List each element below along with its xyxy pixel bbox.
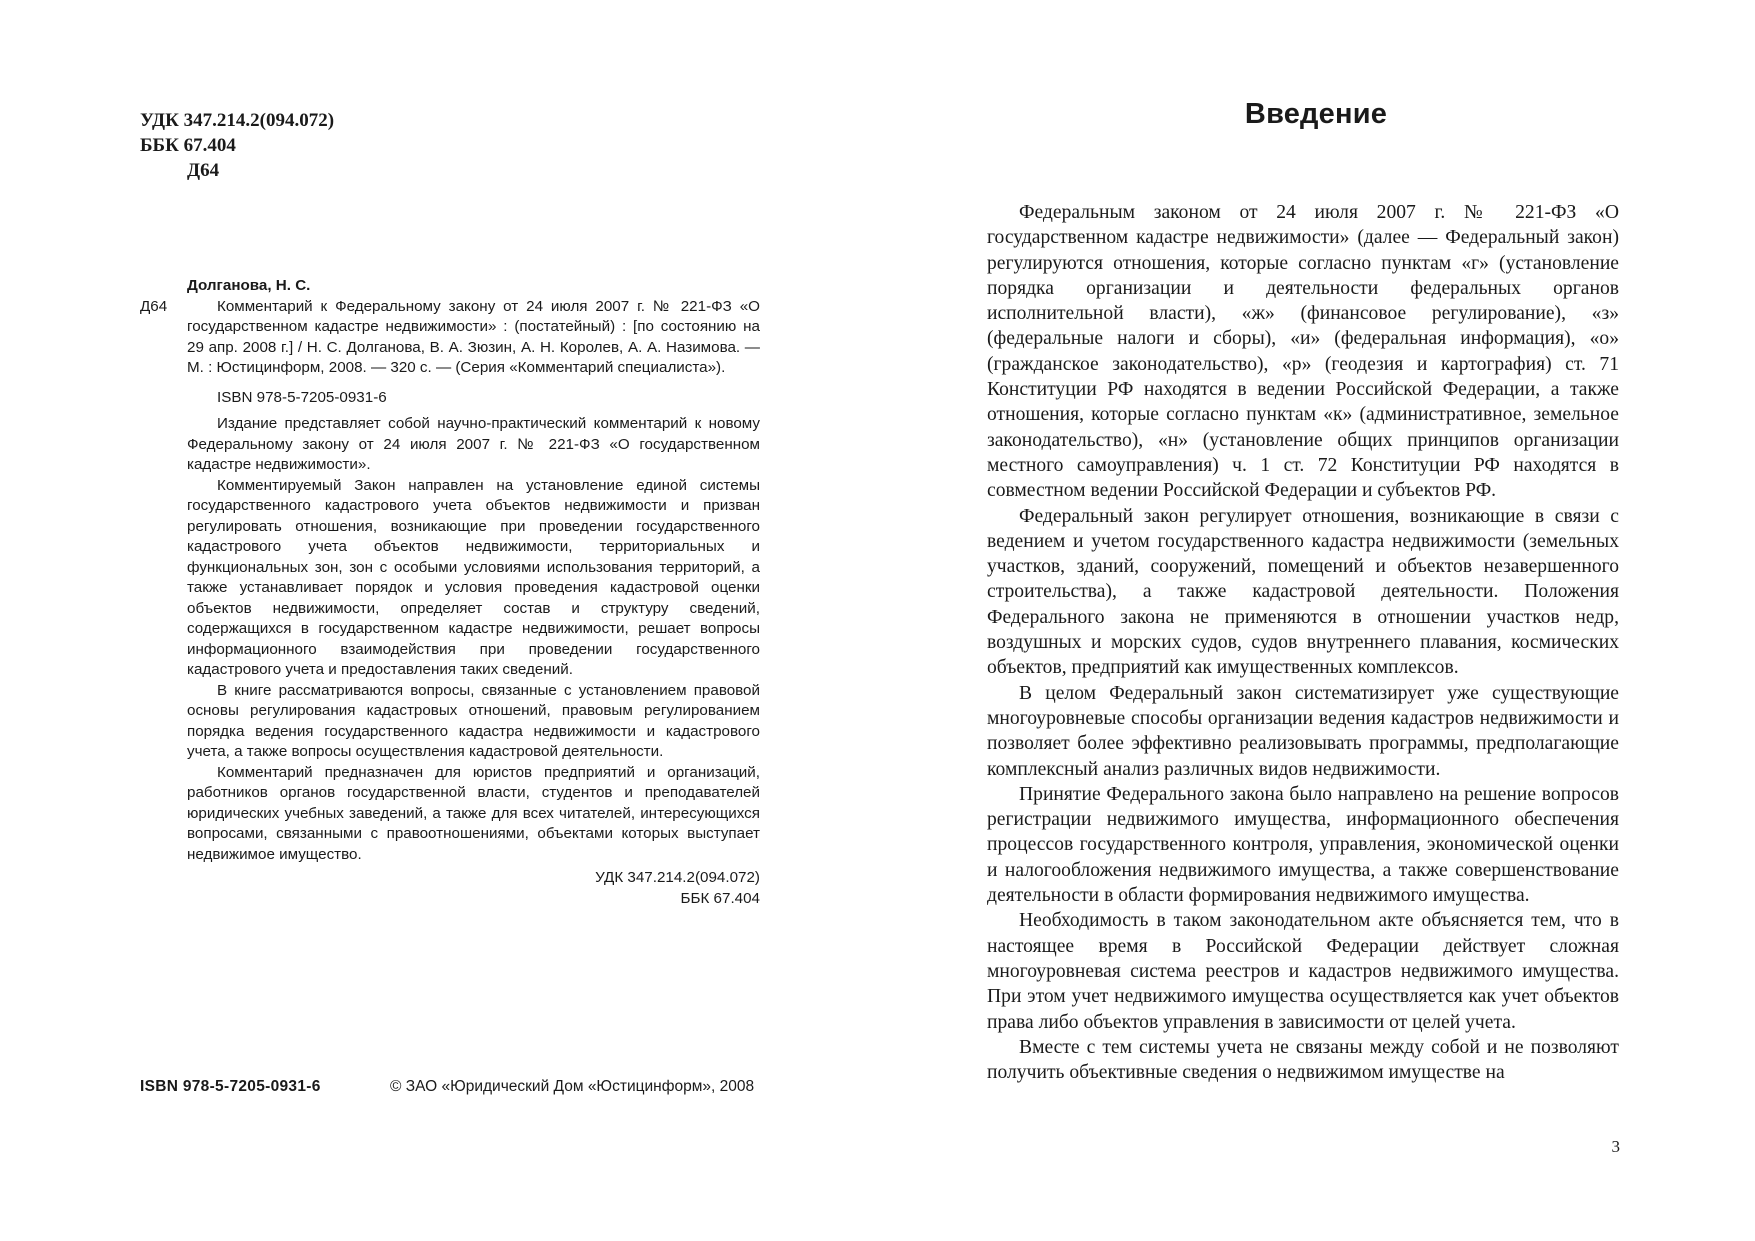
body-paragraph: Необходимость в таком законодательном акте объясняется тем, что в настоящее время в Российской Федерации действует сложная многоуровневая система реестров и кадастров недвижимого имущества. При этом учет недвижимого имущества осуществляется как учет объектов права либо объектов управления в зависимости от целей учета. bbox=[987, 910, 1619, 1033]
record-description: Комментарий к Федеральному закону от 24 июля 2007 г. № 221-ФЗ «О государственном кадастре недвижимости» : (постатейный) : [по состоянию на 29 апр. 2008 г.] / Н. С. Долганова, В. А. Зюзин, А. Н. Королев, А. А. Назимова. — М. : Юстицинформ, 2008. — 320 с. — (Серия «Комментарий специалиста»). bbox=[187, 297, 760, 376]
body-paragraph: Принятие Федерального закона было направлено на решение вопросов регистрации недвижимого имущества, информационного обеспечения процессов государственного контроля, управления, экономической оценки и налогообложения недвижимого имущества, а также совершенствование деятельности в области формирования недвижимого имущества. bbox=[987, 783, 1619, 907]
record-entry bbox=[140, 297, 760, 379]
imprint-footer bbox=[140, 1078, 780, 1096]
record-author: Долганова, Н. С. bbox=[187, 277, 311, 294]
chapter-title: Введение bbox=[1244, 98, 1388, 130]
bbk-code: ББК 67.404 bbox=[140, 135, 236, 156]
bbk-code-bottom: ББК 67.404 bbox=[680, 889, 760, 907]
codes-bottom bbox=[140, 868, 760, 909]
left-page bbox=[0, 0, 877, 1241]
body-paragraph: Вместе с тем системы учета не связаны между собой и не позволяют получить объективные сведения о недвижимом имуществе на bbox=[987, 1036, 1619, 1084]
body-paragraph: Федеральным законом от 24 июля 2007 г. № 221-ФЗ «О государственном кадастре недвижимости» (далее — Федеральный закон) регулируются отношения, которые согласно пунктам «г» (установление порядка организации и деятельности федеральных органов исполнительной власти), «ж» (финансовое регулирование), «з» (федеральные налоги и сборы), «и» (федеральная информация), «о» (гражданское законодательство), «р» (геодезия и картография) ст. 71 Конституции РФ находятся в ведении Российской Федерации, а также отношения, которые согласно пунктам «к» (административное, земельное законодательство), «н» (установление общих принципов организации местного самоуправления) ч. 1 ст. 72 Конституции РФ находятся в совместном ведении Российской Федерации и субъектов РФ. bbox=[987, 202, 1619, 502]
introduction-body bbox=[987, 200, 1619, 1085]
right-page bbox=[877, 0, 1755, 1241]
author-mark: Д64 bbox=[187, 160, 220, 181]
bibliographic-record bbox=[140, 276, 760, 909]
page-number: 3 bbox=[1611, 1137, 1620, 1156]
udc-code: УДК 347.214.2(094.072) bbox=[140, 110, 335, 131]
footer-isbn: ISBN 978-5-7205-0931-6 bbox=[140, 1078, 321, 1095]
annotation-paragraph: В книге рассматриваются вопросы, связанные с установлением правовой основы регулирования кадастровых отношений, правовым регулированием порядка ведения государственного кадастра недвижимости и кадастрового учета, а также вопросы осуществления кадастровой деятельности. bbox=[187, 681, 760, 760]
body-paragraph: В целом Федеральный закон систематизирует уже существующие многоуровневые способы организации ведения кадастров недвижимости и позволяет более эффективно реализовывать программы, предполагающие комплексный анализ различных видов недвижимости. bbox=[987, 682, 1619, 780]
body-paragraph: Федеральный закон регулирует отношения, возникающие в связи с ведением и учетом государственного кадастра недвижимости (земельных участков, зданий, сооружений, помещений и объектов незавершенного строительства), а также кадастровой деятельности. Положения Федерального закона не применяются в отношении участков недр, воздушных и морских судов, судов внутреннего плавания, космических объектов, предприятий как имущественных комплексов. bbox=[987, 505, 1619, 679]
annotation-paragraph: Комментарий предназначен для юристов предприятий и организаций, работников органов государственной власти, студентов и преподавателей юридических учебных заведений, а также для всех читателей, интересующихся вопросами, связанными с правоотношениями, объектами которых выступает недвижимое имущество. bbox=[187, 763, 760, 863]
classification-block bbox=[140, 108, 334, 183]
annotation-paragraph: Комментируемый Закон направлен на установление единой системы государственного кадастрового учета объектов недвижимости и призван регулировать отношения, возникающие при проведении государственного кадастрового учета объектов недвижимости, территориальных и функциональных зон, зон с особыми условиями использования территорий, а также устанавливает порядок и условия проведения кадастровой оценки объектов недвижимости, определяет состав и структуру сведений, содержащихся в государственном кадастре недвижимости, решает вопросы информационного взаимодействия при проведении государственного кадастрового учета и предоставления таких сведений. bbox=[187, 476, 760, 678]
annotation-paragraph: Издание представляет собой научно-практический комментарий к новому Федеральному закону от 24 июля 2007 г. № 221-ФЗ «О государственном кадастре недвижимости». bbox=[187, 415, 760, 473]
record-entry-mark: Д64 bbox=[140, 297, 168, 315]
annotation bbox=[140, 414, 760, 865]
udc-code-bottom: УДК 347.214.2(094.072) bbox=[595, 869, 760, 886]
copyright-notice: © ЗАО «Юридический Дом «Юстицинформ», 2008 bbox=[390, 1078, 755, 1095]
record-isbn: ISBN 978-5-7205-0931-6 bbox=[217, 388, 387, 406]
